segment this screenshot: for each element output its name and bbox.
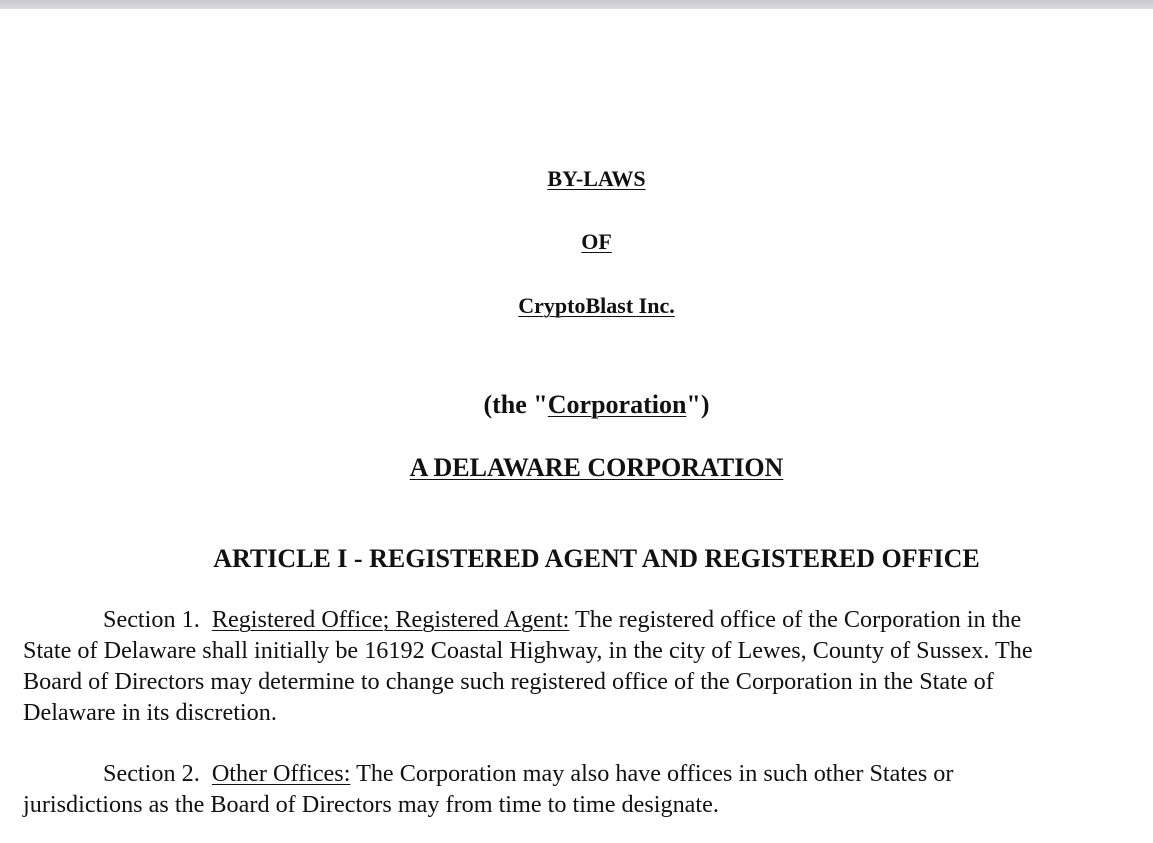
section-1-paragraph [23, 604, 1153, 728]
defined-term: Corporation [547, 390, 687, 419]
section-1-line-3: Board of Directors may determine to change such registered office of the Corporation in the State of [23, 668, 994, 695]
state-heading [0, 453, 1153, 483]
section-2-number: Section 2. [103, 760, 200, 787]
defined-term-open: (the " [483, 390, 548, 419]
title-bylaws [0, 166, 1153, 192]
section-2-line-2: jurisdictions as the Board of Directors may from time to time designate. [23, 791, 719, 818]
company-name-text: CryptoBlast Inc. [518, 293, 675, 318]
section-2-line-1 [23, 758, 1153, 789]
section-2-text-1: The Corporation may also have offices in such other States or [356, 760, 954, 787]
state-heading-text: A DELAWARE CORPORATION [409, 453, 784, 482]
section-1-text-1: The registered office of the Corporation in the [575, 606, 1022, 633]
defined-term-close: ") [686, 390, 710, 419]
section-1-line-1 [23, 604, 1153, 635]
section-1-line-4: Delaware in its discretion. [23, 699, 277, 726]
section-1-number: Section 1. [103, 606, 200, 633]
section-2-paragraph [23, 758, 1153, 820]
window-top-bar [0, 0, 1153, 9]
section-2-heading: Other Offices: [211, 760, 351, 787]
document-page[interactable] [0, 9, 1153, 843]
title-of [0, 229, 1153, 255]
title-bylaws-text: BY-LAWS [547, 166, 646, 191]
title-of-text: OF [581, 229, 612, 254]
article-heading: ARTICLE I - REGISTERED AGENT AND REGISTERED OFFICE [213, 544, 980, 573]
section-1-line-2: State of Delaware shall initially be 16192 Coastal Highway, in the city of Lewes, County of Sussex. The [23, 637, 1033, 664]
company-name [0, 293, 1153, 319]
section-1-heading: Registered Office; Registered Agent: [211, 606, 570, 633]
defined-term-line [0, 390, 1153, 420]
